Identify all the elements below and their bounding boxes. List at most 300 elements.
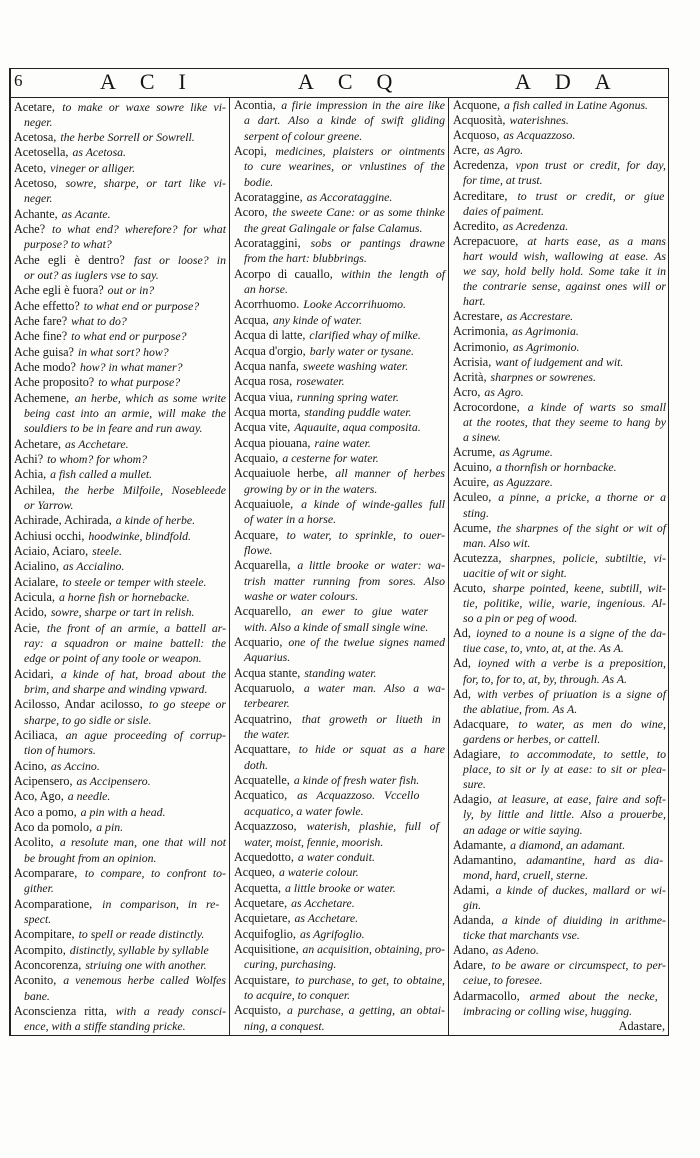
entry-line [448, 957, 669, 972]
entry-headword: Ache egli è dentro? [14, 252, 125, 267]
entry-headword: Acido, [14, 605, 47, 620]
entry-definition: raine water. [314, 435, 371, 450]
entry-definition: one of the twelue signes named [288, 635, 445, 650]
entry-line [229, 634, 448, 649]
entry-definition: in what sort? how? [77, 344, 169, 359]
entry-definition: an ewer to giue water [301, 604, 429, 619]
entry-definition: sweete washing water. [302, 358, 409, 373]
entry-line-text [14, 436, 129, 452]
entry-definition: ly, by little and little. Also a prouerbe, [463, 807, 666, 822]
entry-line [229, 419, 448, 434]
entry-definition: neger. [24, 114, 53, 129]
entry-definition: be brought from an opinion. [24, 850, 157, 865]
entry-line-text [234, 880, 396, 896]
entry-line-text [463, 806, 666, 822]
entry-definition: sharpnes or sowrenes. [490, 369, 596, 384]
entry-definition: edge or point of any toole or weapon. [24, 651, 202, 666]
entry-definition: medicines, plaisters or ointments [275, 144, 445, 159]
entry-line-text [24, 712, 151, 728]
entry-line-text [453, 882, 666, 898]
entry-headword: Aco, Ago, [14, 789, 64, 804]
entry-definition: a firie impression in the aire like [281, 98, 445, 112]
entry-definition: purpose? to what? [24, 237, 112, 252]
entry-line-text [244, 281, 288, 297]
entry-line [448, 1003, 669, 1018]
entry-line-text [234, 864, 359, 880]
entry-line [448, 97, 669, 112]
entry-headword: Acolito, [14, 835, 54, 850]
entry-line-text [234, 235, 445, 251]
entry-line-text [244, 757, 268, 773]
entry-definition: growing by or in the waters. [244, 481, 378, 496]
entry-headword: Acqueo, [234, 865, 275, 880]
entry-line [229, 557, 448, 572]
entry-definition: at harts ease, as a mans [527, 233, 666, 248]
entry-headword: Acqua piouana, [234, 435, 311, 450]
entry-line-text [24, 681, 207, 697]
entry-headword: Acquone, [453, 98, 501, 112]
entry-line [229, 1002, 448, 1017]
entry-definition: to cure wearines, or vnlustines of the [244, 159, 445, 174]
entry-headword: Acomparatione, [14, 896, 93, 911]
entry-headword: Adamante, [453, 837, 507, 852]
entry-definition: a resolute man, one that will not [59, 835, 227, 850]
entry-line [229, 450, 448, 465]
entry-definition: an acquisition, obtaining, pro- [302, 941, 446, 956]
entry-line [448, 731, 669, 746]
entry-line [229, 389, 448, 404]
entry-line-text [453, 837, 625, 853]
entry-line [9, 558, 229, 573]
entry-line [9, 834, 229, 849]
entry-headword: Adagio, [453, 792, 492, 807]
entry-definition: bodie. [244, 174, 274, 189]
entry-line [229, 680, 448, 695]
entry-line [229, 941, 448, 956]
entry-line [448, 972, 669, 987]
entry-headword: Acquarella, [234, 558, 291, 573]
entry-definition: a pinne, a pricke, a thorne or a [498, 490, 666, 505]
entry-line-text [14, 390, 226, 406]
entry-line [448, 323, 669, 338]
entry-definition: the sharpnes of the sight or wit of [496, 520, 666, 535]
entry-line-text [14, 865, 226, 881]
entry-line [229, 527, 448, 542]
entry-headword: Adare, [453, 958, 486, 973]
entry-line [9, 988, 229, 1003]
entry-definition: a kinde of winde-galles full [301, 496, 446, 511]
entry-line-text [14, 99, 226, 115]
entry-line [9, 129, 229, 144]
entry-line-text [463, 565, 567, 581]
entry-definition: sobs or pantings drawne [310, 236, 445, 251]
entry-definition: the front of an armie, a battell ar- [46, 620, 226, 635]
entry-line [448, 429, 669, 444]
entry-definition: as Agrume. [499, 445, 553, 460]
entry-line [9, 497, 229, 512]
entry-definition: a dart. Also a kinde of swift gliding [244, 113, 445, 128]
entry-line [448, 655, 669, 670]
entry-headword: Acredito, [453, 218, 499, 233]
entry-line-text [453, 988, 658, 1004]
entry-line [9, 528, 229, 543]
entry-line-text [453, 127, 575, 143]
entry-definition: as Acchetare. [291, 895, 355, 910]
entry-line [448, 595, 669, 610]
entry-definition: an ague proceeding of corrup- [65, 727, 226, 742]
entry-line-text [234, 358, 408, 374]
entry-definition: as Accialino. [63, 559, 125, 574]
entry-definition: for, to, for to, at, by, through. As A. [463, 671, 627, 686]
entry-headword: Ache fine? [14, 329, 68, 344]
entry-line-text [14, 758, 100, 774]
entry-headword: Acie, [14, 620, 41, 635]
entry-line [9, 896, 229, 911]
entry-line-text [14, 144, 126, 160]
entry-line-text [463, 293, 486, 309]
entry-line-text [453, 957, 666, 973]
entry-line-text [24, 635, 226, 651]
entry-headword: Acqua, [234, 312, 269, 327]
entry-line-text [234, 404, 412, 420]
entry-definition: as Acchetare. [65, 436, 129, 451]
entry-line [448, 233, 669, 248]
entry-line-text [14, 558, 124, 574]
entry-line [9, 466, 229, 481]
entry-headword: Achiusi occhi, [14, 528, 85, 543]
entry-line-text [244, 987, 350, 1003]
entry-line [448, 746, 669, 761]
entry-definition: to make or waxe sowre like vi- [62, 99, 226, 114]
entry-definition: Aquauite, aqua composita. [294, 420, 421, 435]
entry-line-text [234, 343, 414, 359]
entry-line [448, 550, 669, 565]
entry-definition: how? in what maner? [79, 360, 183, 375]
entry-definition: fast or loose? in [133, 252, 226, 267]
entry-line-text [14, 160, 135, 176]
entry-line-text [14, 344, 169, 360]
entry-line [448, 399, 669, 414]
entry-definition: as Accino. [50, 758, 100, 773]
entry-definition: a pin with a head. [80, 804, 166, 819]
entry-headword: Acompitare, [14, 927, 75, 942]
entry-definition: a needle. [67, 789, 111, 804]
entry-line-text [234, 97, 445, 113]
entry-definition: as Agro. [484, 384, 524, 399]
entry-headword: Adamantino, [453, 852, 517, 867]
entry-headword: Acontia, [234, 98, 276, 112]
entry-line [229, 849, 448, 864]
entry-line [229, 542, 448, 557]
entry-definition: out or in? [107, 283, 155, 298]
entry-line-text [14, 589, 190, 605]
entry-line-text [463, 263, 666, 279]
entry-line-text [463, 640, 624, 656]
entry-line-text [244, 174, 273, 190]
entry-line-text [14, 957, 207, 973]
entry-definition: that groweth or liueth in [301, 711, 441, 726]
entry-line-text [14, 298, 199, 314]
entry-line [9, 819, 229, 834]
entry-definition: an adage or witie saying. [463, 822, 583, 837]
entry-definition: to accommodate, to settle, to [509, 747, 666, 762]
entry-line [9, 144, 229, 159]
entry-line-text [244, 588, 358, 604]
entry-headword: Ache? [14, 222, 46, 237]
entry-line-text [24, 650, 202, 666]
entry-line-text [14, 804, 166, 820]
entry-line [9, 206, 229, 221]
entry-line [448, 852, 669, 867]
entry-line-text [24, 742, 96, 758]
entry-line [448, 293, 669, 308]
entry-definition: a sinew. [463, 430, 501, 445]
entry-line-text [453, 157, 666, 173]
entry-line-text [463, 731, 600, 747]
entry-line-text [244, 619, 428, 635]
entry-definition: imbracing or colling wise, hugging. [463, 1003, 633, 1018]
entry-line-text [463, 671, 627, 687]
entry-line-text [234, 189, 392, 205]
entry-definition: as Aguzzare. [493, 475, 553, 490]
entry-line [9, 696, 229, 711]
entry-line [229, 373, 448, 388]
entry-line-text [453, 384, 524, 400]
entry-definition: neger. [24, 191, 53, 206]
entry-line-text [453, 852, 663, 868]
entry-line-text [234, 941, 445, 957]
entry-definition: Looke Accorrihuomo. [303, 297, 406, 312]
entry-definition: a kinde of hat, broad about the [60, 666, 226, 681]
entry-line-text [234, 741, 445, 757]
entry-line [448, 263, 669, 278]
entry-headword: Acomparare, [14, 865, 78, 880]
entry-line-text [14, 129, 195, 145]
entry-headword: Acquatrino, [234, 711, 292, 726]
entry-definition: at the rootes, that they seeme to hang by [463, 414, 666, 429]
entry-definition: with a ready consci- [115, 1003, 226, 1018]
entry-line-text [24, 236, 112, 252]
entry-line-text [24, 880, 54, 896]
entry-line [229, 834, 448, 849]
entry-definition: washe or water colours. [244, 589, 359, 603]
entry-line-text [453, 459, 617, 475]
entry-line-text [14, 528, 191, 544]
entry-headword: Acquisto, [234, 1003, 282, 1018]
entry-headword: Aciaio, Aciaro, [14, 544, 89, 559]
entry-definition: rosewater. [296, 374, 345, 389]
entry-line-text [234, 849, 375, 865]
entry-headword: Acquatelle, [234, 773, 290, 788]
entry-line [9, 926, 229, 941]
entry-line-text [14, 926, 204, 942]
entry-definition: ceiue, to foresee. [463, 973, 543, 988]
entry-definition: waterishnes. [509, 113, 569, 128]
entry-line-text [14, 221, 226, 237]
entry-line-text [234, 787, 419, 803]
entry-line [9, 267, 229, 282]
entry-headword: Acqua viua, [234, 389, 293, 404]
entry-line [9, 727, 229, 742]
entry-headword: Acquaiuole herbe, [234, 466, 328, 481]
entry-line [448, 414, 669, 429]
entry-line-text [244, 542, 273, 558]
entry-line [229, 404, 448, 419]
entry-headword: Acquare, [234, 527, 279, 542]
entry-definition: to purchase, to get, to obtaine, [295, 972, 446, 987]
entry-line-text [14, 359, 183, 375]
entry-headword: Acetosella, [14, 145, 69, 160]
entry-line [448, 172, 669, 187]
entry-line [448, 489, 669, 504]
entry-line [9, 773, 229, 788]
entry-line-text [453, 746, 666, 762]
entry-headword: Acrisia, [453, 354, 492, 369]
entry-line [9, 405, 229, 420]
entry-line-text [453, 233, 666, 249]
entry-definition: to hide or squat as a hare [298, 742, 445, 757]
entry-line [9, 620, 229, 635]
entry-line-text [14, 206, 111, 222]
entry-line-text [234, 296, 406, 312]
entry-definition: sowre, sharpe or tart in relish. [50, 605, 195, 620]
entry-definition: gardens or herbes, or cattell. [463, 731, 601, 746]
entry-headword: Acopi, [234, 144, 267, 159]
entry-headword: Acorpo di cauallo, [234, 266, 333, 281]
entry-headword: Acicula, [14, 590, 55, 604]
entry-line-text [453, 97, 648, 113]
entry-line-text [24, 114, 53, 130]
entry-line [229, 128, 448, 143]
entry-line [229, 926, 448, 941]
entry-definition: to steele or temper with steele. [62, 574, 207, 589]
entry-definition: an herbe, which as some write [74, 390, 226, 405]
entry-line [9, 543, 229, 558]
entry-line [448, 308, 669, 323]
entry-definition: standing puddle water. [304, 404, 412, 419]
entry-line-text [24, 267, 159, 283]
entry-definition: as Agrimonia. [512, 324, 579, 339]
entry-definition: to whom? for whom? [47, 452, 148, 467]
entry-line [229, 220, 448, 235]
entry-line [448, 867, 669, 882]
entry-line [9, 911, 229, 926]
entry-definition: brim, and sharpe and winding vpward. [24, 681, 208, 696]
entry-line [229, 496, 448, 511]
entry-headword: Acrestare, [453, 309, 503, 324]
entry-headword: Acorataggini, [234, 236, 301, 251]
entry-line-text [463, 414, 666, 430]
entry-line [9, 512, 229, 527]
catchword-line [448, 1018, 669, 1033]
entry-definition: a kinde of duckes, mallard or wi- [495, 882, 666, 897]
entry-line-text [234, 972, 445, 988]
entry-line-text [234, 496, 445, 512]
entry-definition: the great Galingale or false Calamus. [244, 220, 423, 235]
entry-definition: the herbe Sorrell or Sowrell. [60, 130, 195, 145]
entry-line [9, 328, 229, 343]
entry-headword: Acialino, [14, 559, 60, 574]
entry-definition: striuing one with another. [85, 957, 207, 972]
entry-line-text [244, 726, 290, 742]
entry-definition: ning, a conquest. [244, 1018, 325, 1033]
entry-line-text [234, 557, 445, 573]
entry-line-text [234, 680, 445, 696]
entry-line [448, 882, 669, 897]
entry-headword: Acorrhuomo. [234, 297, 300, 312]
entry-line [448, 942, 669, 957]
entry-line-text [234, 634, 445, 650]
entry-headword: Aconscienza ritta, [14, 1003, 107, 1018]
entry-line-text [24, 405, 226, 421]
entry-line [229, 972, 448, 987]
entry-line [9, 635, 229, 650]
entry-line-text [453, 218, 568, 234]
running-head-right: ADA [515, 69, 635, 94]
entry-line [229, 818, 448, 833]
entry-definition: a kinde of herbe. [115, 513, 196, 528]
entry-line [448, 535, 669, 550]
entry-line [9, 252, 229, 267]
entry-line [448, 927, 669, 942]
entry-line [448, 157, 669, 172]
entry-headword: Ache effetto? [14, 298, 80, 313]
entry-line [448, 776, 669, 791]
entry-line [229, 266, 448, 281]
entry-headword: Acqua rosa, [234, 374, 293, 389]
entry-headword: Acuto, [453, 581, 486, 595]
entry-line [229, 987, 448, 1002]
entry-line [448, 384, 669, 399]
entry-line [448, 188, 669, 203]
entry-headword: Acilosso, Andar acilosso, [14, 697, 143, 712]
entry-definition: from the hart: blubbrings. [244, 251, 367, 266]
entry-line-text [244, 649, 290, 665]
entry-line [229, 895, 448, 910]
entry-definition: to what end or purpose? [83, 298, 200, 313]
entry-line [229, 204, 448, 219]
entry-line [9, 880, 229, 895]
entry-definition: to compare, to confront to- [84, 865, 227, 880]
entry-line-text [14, 696, 226, 712]
entry-line [229, 465, 448, 480]
entry-definition: a kinde of warts so small [527, 399, 666, 414]
entry-line [9, 942, 229, 957]
entry-headword: Acipensero, [14, 773, 73, 788]
entry-line [448, 580, 669, 595]
entry-line [229, 174, 448, 189]
entry-headword: Acquazzoso, [234, 819, 297, 834]
entry-headword: Acqua vite, [234, 420, 291, 435]
entry-definition: we say, hold belly hold. Some take it in [463, 264, 666, 279]
entry-headword: Acorataggine, [234, 190, 303, 205]
entry-line [9, 99, 229, 114]
entry-line-text [453, 308, 573, 324]
entry-definition: the ablatiue, from. As A. [463, 701, 578, 716]
entry-definition: as Acquazzoso. Vccello [297, 788, 420, 803]
entry-headword: Acquedotto, [234, 849, 294, 864]
entry-line-text [24, 420, 202, 436]
entry-headword: Acidari, [14, 666, 54, 681]
entry-headword: Acre, [453, 143, 480, 158]
entry-line-text [453, 942, 539, 958]
entry-line-text [463, 610, 577, 626]
entry-line [448, 444, 669, 459]
entry-definition: as Accorataggine. [306, 190, 393, 205]
entry-definition: a kinde of fresh water fish. [293, 773, 420, 788]
entry-line [448, 339, 669, 354]
entry-headword: Ache guisa? [14, 344, 74, 359]
